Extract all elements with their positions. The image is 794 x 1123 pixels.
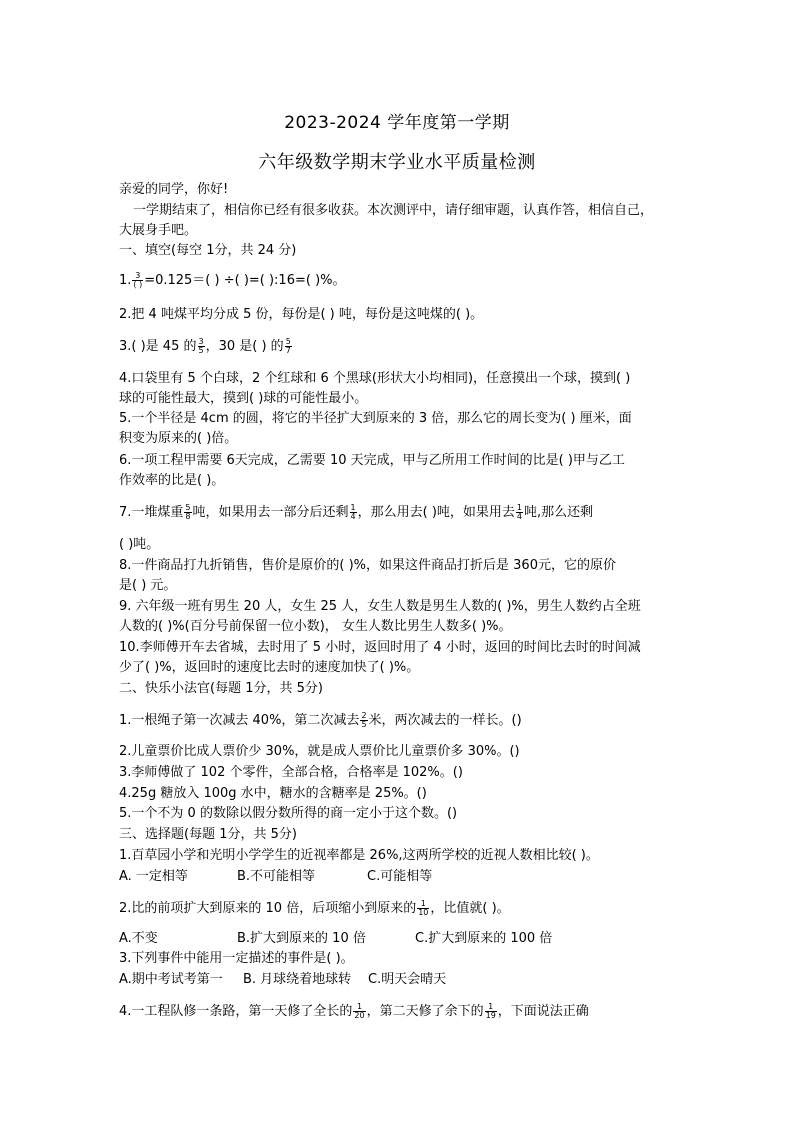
numerator: 1 (350, 503, 356, 512)
denominator: 10 (418, 908, 429, 917)
question-3-3-options (119, 971, 679, 989)
question-3-4 (119, 1003, 679, 1021)
text: ，下面说法正确 (497, 1004, 589, 1019)
option-a: A.期中考试考第一 (119, 972, 223, 987)
numerator: 1 (516, 503, 522, 512)
question-1-6-line-2: 作效率的比是( )。 (119, 473, 225, 488)
denominator: 5 (198, 346, 204, 355)
question-3-3: 3.下列事件中能用一定描述的事件是( )。 (119, 951, 354, 966)
denominator: 20 (354, 1011, 365, 1020)
section-1-heading: 一、填空(每空 1分，共 24 分) (119, 243, 297, 258)
question-1-5-line-2: 积变为原来的( )倍。 (119, 431, 238, 446)
text: 1.一根绳子第一次减去 40%，第二次减去 (119, 713, 360, 728)
question-1-10-line-2: 少了( )%，返回时的速度比去时的速度加快了( )%。 (119, 660, 420, 675)
option-b: B.不可能相等 (237, 869, 316, 884)
text: 3.( )是 45 的 (119, 339, 197, 354)
denominator: ( ) (133, 280, 143, 289)
greeting: 亲爱的同学，你好! (119, 182, 229, 197)
denominator: 19 (485, 1011, 496, 1020)
option-b: B.扩大到原来的 10 倍 (237, 931, 366, 946)
option-c: C.可能相等 (367, 869, 433, 884)
option-c: C.扩大到原来的 100 倍 (415, 931, 553, 946)
page-subtitle: 六年级数学期末学业水平质量检测 (258, 152, 536, 173)
question-1-6-line-1: 6.一项工程甲需要 6天完成，乙需要 10 天完成，甲与乙所用工作时间的比是( )甲与乙工 (119, 453, 625, 468)
question-1-7-line-2: ( )吨。 (119, 537, 160, 552)
fraction (198, 338, 205, 355)
text: ，比值就( )。 (430, 901, 510, 916)
question-2-1 (119, 712, 679, 730)
text: 4.一工程队修一条路，第一天修了全长的 (119, 1004, 353, 1019)
numerator: 3 (132, 272, 143, 281)
fraction (350, 504, 357, 521)
text: 吨，如果用去一部分后还剩 (192, 505, 349, 520)
numerator: 1 (417, 900, 429, 909)
numerator: 1 (353, 1003, 365, 1012)
question-2-2: 2.儿童票价比成人票价少 30%，就是成人票价比儿童票价多 30%。() (119, 744, 520, 759)
numerator: 1 (485, 1003, 497, 1012)
question-1-3 (119, 338, 679, 356)
text: =0.125＝( ) ÷( )=( ):16=( )%。 (144, 273, 346, 288)
fraction (485, 1003, 497, 1020)
fraction (184, 504, 191, 521)
question-1-1 (119, 272, 679, 290)
section-3-heading: 三、选择题(每题 1分，共 5分) (119, 827, 297, 842)
fraction (360, 712, 367, 729)
text: 7.一堆煤重 (119, 505, 184, 520)
intro-line-2: 大展身手吧。 (119, 223, 198, 238)
question-1-9-line-2: 人数的( )%(百分号前保留一位小数)， 女生人数比男生人数多( )%。 (119, 619, 512, 634)
fraction (132, 272, 143, 289)
section-2-heading: 二、快乐小法官(每题 1分，共 5分) (119, 681, 323, 696)
question-1-2: 2.把 4 吨煤平均分成 5 份，每份是( ) 吨，每份是这吨煤的( )。 (119, 307, 484, 322)
question-3-1-options (119, 868, 679, 886)
fraction (417, 900, 429, 917)
question-1-7-line-1 (119, 504, 679, 522)
question-3-2 (119, 900, 679, 918)
option-a: A. 一定相等 (119, 869, 188, 884)
text: 米，两次减去的一样长。() (368, 713, 522, 728)
denominator: 4 (516, 512, 522, 521)
numerator: 3 (198, 337, 204, 346)
question-1-5-line-1: 5.一个半径是 4cm 的圆，将它的半径扩大到原来的 3 倍，那么它的周长变为( ) 厘米，面 (119, 411, 632, 426)
question-2-3: 3.李师傅做了 102 个零件，全部合格，合格率是 102%。() (119, 765, 463, 780)
option-b: B. 月球绕着地球转 (243, 972, 352, 987)
text: ，第二天修了余下的 (366, 1004, 484, 1019)
denominator: 8 (185, 512, 191, 521)
question-2-5: 5.一个不为 0 的数除以假分数所得的商一定小于这个数。() (119, 806, 458, 821)
option-c: C.明天会晴天 (368, 972, 447, 987)
fraction (353, 1003, 365, 1020)
text: 2.比的前项扩大到原来的 10 倍，后项缩小到原来的 (119, 901, 417, 916)
question-1-9-line-1: 9. 六年级一班有男生 20 人，女生 25 人，女生人数是男生人数的( )%，男生人数约占全班 (119, 599, 641, 614)
text: 吨,那么还剩 (523, 505, 594, 520)
question-3-1: 1.百草园小学和光明小学学生的近视率都是 26%,这两所学校的近视人数相比较( )。 (119, 848, 599, 863)
page-title: 2023-2024 学年度第一学期 (284, 113, 510, 133)
question-2-4: 4.25g 糖放入 100g 水中，糖水的含糖率是 25%。() (119, 786, 427, 801)
denominator: 5 (361, 720, 367, 729)
numerator: 5 (185, 503, 191, 512)
text: ，那么用去( )吨，如果用去 (357, 505, 515, 520)
question-1-10-line-1: 10.李师傅开车去省城，去时用了 5 小时，返回时用了 4 小时，返回的时间比去时的时间减 (119, 640, 641, 655)
text: 1. (119, 273, 132, 288)
numerator: 5 (285, 337, 291, 346)
intro-line-1: 一学期结束了，相信你已经有很多收获。本次测评中，请仔细审题，认真作答，相信自己， (133, 203, 654, 218)
text: ，30 是( ) 的 (205, 339, 284, 354)
denominator: 7 (285, 346, 291, 355)
question-3-2-options (119, 930, 679, 948)
fraction (516, 504, 523, 521)
question-1-8-line-2: 是( ) 元。 (119, 578, 177, 593)
question-1-4-line-1: 4.口袋里有 5 个白球，2 个红球和 6 个黑球(形状大小均相同)，任意摸出一个球，摸到( ) (119, 371, 631, 386)
option-a: A.不变 (119, 931, 158, 946)
numerator: 2 (361, 711, 367, 720)
fraction (285, 338, 292, 355)
question-1-8-line-1: 8.一件商品打九折销售，售价是原价的( )%，如果这件商品打折后是 360元，它的原价 (119, 558, 616, 573)
question-1-4-line-2: 球的可能性最大，摸到( )球的可能性最小。 (119, 391, 368, 406)
denominator: 4 (350, 512, 356, 521)
